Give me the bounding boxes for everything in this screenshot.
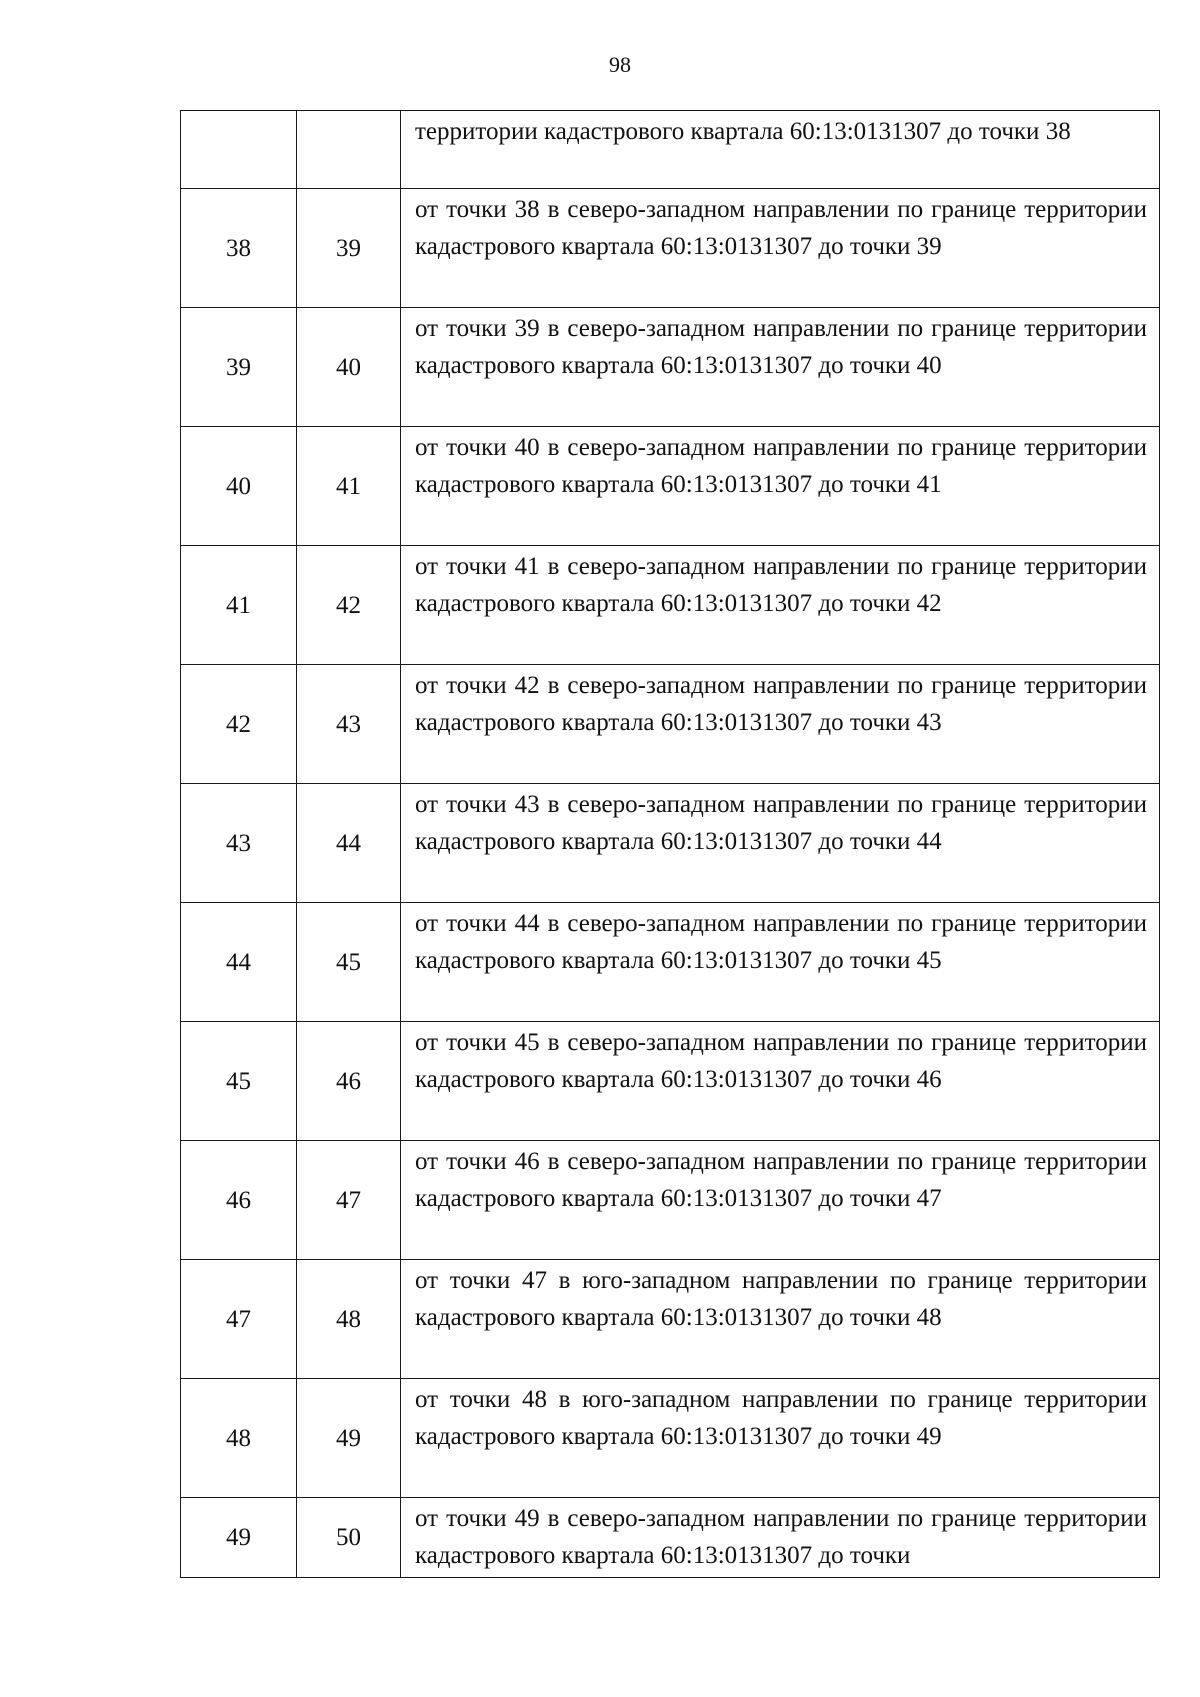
description-text: от точки 44 в северо-западном направлении по границе территории кадастрового квартала 60:13:0131307 до точки 45 <box>415 910 1147 974</box>
description-cell <box>401 1141 1160 1260</box>
description-cell <box>401 308 1160 427</box>
description-text: от точки 42 в северо-западном направлении по границе территории кадастрового квартала 60:13:0131307 до точки 43 <box>415 672 1147 736</box>
to-point-cell: 47 <box>297 1141 401 1260</box>
table-row <box>181 784 1160 903</box>
description-cell <box>401 665 1160 784</box>
page-number: 98 <box>609 52 631 77</box>
from-point-cell: 49 <box>181 1498 297 1578</box>
to-point-cell: 50 <box>297 1498 401 1578</box>
table-row <box>181 1022 1160 1141</box>
to-point-cell: 49 <box>297 1379 401 1498</box>
from-point-cell: 47 <box>181 1260 297 1379</box>
from-point-cell: 39 <box>181 308 297 427</box>
to-point-cell: 42 <box>297 546 401 665</box>
table-row <box>181 546 1160 665</box>
description-cell <box>401 546 1160 665</box>
table-row <box>181 427 1160 546</box>
boundary-table <box>180 110 1160 1578</box>
description-cell <box>401 1498 1160 1578</box>
description-cell <box>401 427 1160 546</box>
description-text: от точки 39 в северо-западном направлении по границе территории кадастрового квартала 60:13:0131307 до точки 40 <box>415 315 1147 379</box>
table-row <box>181 308 1160 427</box>
from-point-cell: 48 <box>181 1379 297 1498</box>
description-text: от точки 47 в юго-западном направлении по границе территории кадастрового квартала 60:13:0131307 до точки 48 <box>415 1267 1147 1331</box>
table-row <box>181 1498 1160 1578</box>
description-cell <box>401 1022 1160 1141</box>
from-point-cell <box>181 111 297 189</box>
description-text: от точки 49 в северо-западном направлении по границе территории кадастрового квартала 60:13:0131307 до точки <box>415 1505 1147 1569</box>
to-point-cell: 48 <box>297 1260 401 1379</box>
from-point-cell: 43 <box>181 784 297 903</box>
from-point-cell: 44 <box>181 903 297 1022</box>
to-point-cell: 46 <box>297 1022 401 1141</box>
to-point-cell: 43 <box>297 665 401 784</box>
table-row <box>181 903 1160 1022</box>
description-text: от точки 45 в северо-западном направлении по границе территории кадастрового квартала 60:13:0131307 до точки 46 <box>415 1029 1147 1093</box>
description-text: от точки 46 в северо-западном направлении по границе территории кадастрового квартала 60:13:0131307 до точки 47 <box>415 1148 1147 1212</box>
description-cell <box>401 111 1160 189</box>
table-row <box>181 1379 1160 1498</box>
from-point-cell: 42 <box>181 665 297 784</box>
description-cell <box>401 1379 1160 1498</box>
from-point-cell: 38 <box>181 189 297 308</box>
to-point-cell: 41 <box>297 427 401 546</box>
from-point-cell: 45 <box>181 1022 297 1141</box>
to-point-cell: 44 <box>297 784 401 903</box>
to-point-cell <box>297 111 401 189</box>
description-text: от точки 48 в юго-западном направлении по границе территории кадастрового квартала 60:13:0131307 до точки 49 <box>415 1386 1147 1450</box>
table-row <box>181 1260 1160 1379</box>
from-point-cell: 40 <box>181 427 297 546</box>
description-text: территории кадастрового квартала 60:13:0131307 до точки 38 <box>415 118 1071 145</box>
table-row <box>181 111 1160 189</box>
from-point-cell: 41 <box>181 546 297 665</box>
table-row <box>181 189 1160 308</box>
description-cell <box>401 784 1160 903</box>
description-cell <box>401 1260 1160 1379</box>
to-point-cell: 45 <box>297 903 401 1022</box>
description-cell <box>401 189 1160 308</box>
to-point-cell: 39 <box>297 189 401 308</box>
description-cell <box>401 903 1160 1022</box>
from-point-cell: 46 <box>181 1141 297 1260</box>
to-point-cell: 40 <box>297 308 401 427</box>
description-text: от точки 41 в северо-западном направлении по границе территории кадастрового квартала 60:13:0131307 до точки 42 <box>415 553 1147 617</box>
description-text: от точки 40 в северо-западном направлении по границе территории кадастрового квартала 60:13:0131307 до точки 41 <box>415 434 1147 498</box>
table-row <box>181 1141 1160 1260</box>
description-text: от точки 38 в северо-западном направлении по границе территории кадастрового квартала 60:13:0131307 до точки 39 <box>415 196 1147 260</box>
description-text: от точки 43 в северо-западном направлении по границе территории кадастрового квартала 60:13:0131307 до точки 44 <box>415 791 1147 855</box>
table-row <box>181 665 1160 784</box>
